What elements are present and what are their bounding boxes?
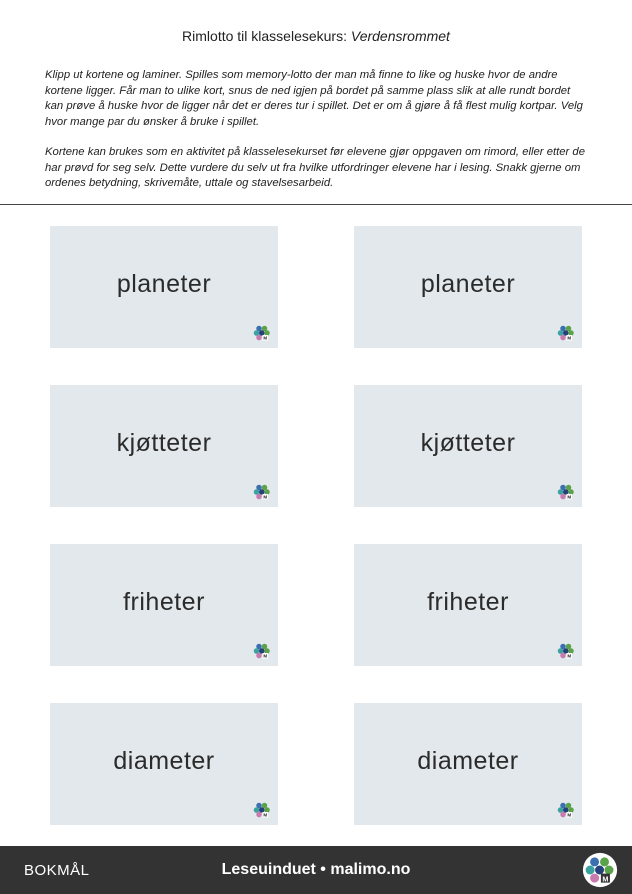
intro-paragraph-2 [45,145,590,192]
intro-text-2: Kortene kan brukes som en aktivitet på klasselesekurset før elevene gjør oppgaven om rimord, eller etter de har prøvd for seg selv. Dette vurdere du selv ut fra hvilke utfordringer elevene har i lesing. Snakk gjerne om ordenes betydning, skrivemåte, uttale og stavelsesarbeid. [45,146,586,189]
svg-text:M: M [263,494,268,500]
malimo-logo-icon [252,641,272,661]
rhyme-card [50,226,278,348]
malimo-logo-icon [556,482,576,502]
malimo-logo-icon [252,323,272,343]
rhyme-card [354,703,582,825]
title-prefix: Rimlotto til klasselesekurs: [182,28,347,44]
page-title [0,28,632,44]
malimo-logo-icon [252,800,272,820]
language-label: BOKMÅL [24,862,90,879]
card-word: kjøtteter [116,429,212,457]
svg-text:M: M [567,653,572,659]
malimo-logo-icon [582,852,618,888]
svg-text:M: M [263,335,268,341]
card-word: planeter [420,270,516,298]
title-theme: Verdensrommet [350,28,450,44]
card-word: diameter [417,747,519,775]
intro-text-1: Klipp ut kortene og laminer. Spilles som memory-lotto der man må finne to like og huske hvor de andre kortene ligger. Får man to ulike kort, snus de ned igjen på bordet på samme plass slik at alle rundt bordet kan prøve å huske hvor de ligger når det er deres tur i spillet. Det er om å gjøre å få flest mulig kortpar. Velg hvor mange par du ønsker å bruke i spillet. [45,69,583,128]
card-word: planeter [116,270,212,298]
footer [0,846,632,894]
svg-text:M: M [263,812,268,818]
svg-text:M: M [567,335,572,341]
malimo-logo-icon [252,482,272,502]
rhyme-card [354,544,582,666]
svg-text:M: M [602,874,609,884]
svg-text:M: M [263,653,268,659]
cut-divider [0,204,632,205]
card-word: friheter [427,588,509,616]
malimo-logo-icon [556,800,576,820]
malimo-logo-icon [556,641,576,661]
svg-text:M: M [567,812,572,818]
brand-label: Leseuinduet • malimo.no [221,861,411,878]
intro-paragraph-1 [45,68,590,130]
card-word: kjøtteter [420,429,516,457]
rhyme-card [50,703,278,825]
rhyme-card [50,544,278,666]
card-word: friheter [123,588,205,616]
rhyme-card [354,226,582,348]
rhyme-card [50,385,278,507]
card-word: diameter [113,747,215,775]
malimo-logo-icon [556,323,576,343]
rhyme-card [354,385,582,507]
svg-text:M: M [567,494,572,500]
